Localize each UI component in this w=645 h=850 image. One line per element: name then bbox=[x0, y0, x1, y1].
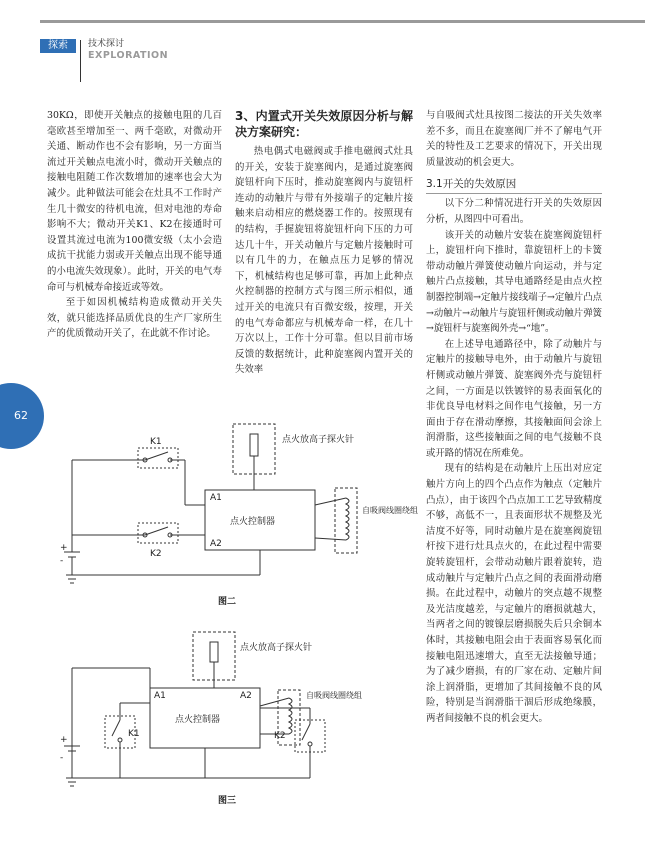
fig2-igniter-element bbox=[250, 434, 258, 456]
fig2-coil-box bbox=[335, 488, 357, 553]
column-2 bbox=[235, 108, 413, 378]
fig2-k1-label: K1 bbox=[150, 437, 162, 447]
fig3-k1-label: K1 bbox=[128, 729, 140, 739]
fig2-k2-label: K2 bbox=[150, 549, 162, 559]
col1-paragraph-2: 至于如因机械结构造成微动开关失效，就只能选择品质优良的生产厂家所生产的优质微动开关了，在此就不作讨论。 bbox=[47, 297, 222, 340]
fig2-a1-label: A1 bbox=[210, 493, 222, 503]
figure-2-circuit bbox=[50, 420, 420, 590]
fig2-minus-label: - bbox=[60, 556, 64, 566]
fig2-coil bbox=[346, 498, 349, 540]
col1-paragraph-1: 30KΩ，即使开关触点的接触电阻的几百毫欧甚至增加至一、两千毫欧，对微动开关通、断动作也不会有影响，另一方面当流过开关触点电流小时，微动开关触点的接触电阻随工作次数增加的速率也会大为减少。此种做法可能会在灶具不工作时产生几十微安的待机电流，但对电池的寿命影响不大；微动开关K1、K2在接通时可设置其流过电流为100微安级（太小会造成抗干扰能力弱或开关触点出现不能导通的小电流失效现象）。此时，开关的电气寿命可与机械寿命接近或等效。 bbox=[47, 110, 222, 293]
column-3 bbox=[426, 108, 602, 727]
page-number: 62 bbox=[14, 409, 28, 422]
figure-3-circuit bbox=[50, 628, 420, 793]
fig3-a1-label: A1 bbox=[154, 691, 166, 701]
fig2-controller-label: 点火控制器 bbox=[230, 517, 276, 527]
col3-paragraph-3: 该开关的动触片安装在旋塞阀旋钮杆上，旋钮杆向下推时，靠旋钮杆上的卡簧带动动触片弹簧使动触片向运动，并与定触片凸点接触，其导电通路经是由点火控制器控制端→定触片接线端子→定触片凸点→动触片→动触片与旋钮杆侧或动触片弹簧→旋钮杆与旋塞阀外壳→“地”。 bbox=[426, 229, 602, 335]
fig3-igniter-label: 点火放高子探火针 bbox=[240, 643, 313, 653]
section-tag: 探索 bbox=[40, 39, 76, 53]
heading-underline bbox=[426, 193, 602, 194]
column-1 bbox=[47, 108, 222, 342]
col3-paragraph-5: 现有的结构是在动触片上压出对应定触片方向上的四个凸点作为触点（定触片凸点），由于该四个凸点加工工艺导致精度不够，高低不一，且表面形状不规整及光洁度不好等，同时动触片是在旋塞阀旋钮杆按下进行灶具点火的，在此过程中需要旋转旋钮杆，会带动动触片跟着旋转，造成动触片与定触片凸点之间的表面滑动磨损。在此过程中，动触片的突点越不规整及光洁度越差，与定触片的磨损就越大，当两者之间的镀镍层磨损脱失后只余铜本体时，其接触电阻会由于表面容易氧化而接触电阻迅速增大，直至无法接触导通；为了减少磨损，有的厂家在动、定触片间涂上润滑脂，更增加了其间接触不良的风险，特别是当润滑脂干涸后形成绝缘膜，两者间接触不良的机会更大。 bbox=[426, 463, 602, 724]
section-title-cn: 技术探讨 bbox=[88, 39, 125, 49]
fig3-coil bbox=[289, 698, 292, 734]
col3-paragraph-1: 与自吸阀式灶具按图二接法的开关失效率差不多，而且在旋塞阀厂并不了解电气开关的特性及工艺要求的情况下，开关出现质量波动的机会更大。 bbox=[426, 110, 602, 168]
fig2-igniter-label: 点火放高子探火针 bbox=[282, 435, 355, 445]
fig3-k2-label: K2 bbox=[274, 731, 286, 741]
fig3-minus-label: - bbox=[60, 753, 64, 763]
fig2-plus-label: + bbox=[60, 543, 68, 553]
fig3-controller-label: 点火控制器 bbox=[175, 715, 221, 725]
section-title-en: EXPLORATION bbox=[88, 50, 169, 61]
section-3-1-title: 3.1开关的失效原因 bbox=[426, 178, 517, 191]
fig3-plus-label: + bbox=[60, 735, 68, 745]
section-3-heading: 3、内置式开关失效原因分析与解决方案研究： bbox=[235, 109, 413, 139]
fig3-coil-label: 自吸阀线圈绕组 bbox=[306, 691, 362, 700]
header-rule bbox=[40, 20, 645, 23]
fig2-coil-label: 自吸阀线圈绕组 bbox=[362, 506, 418, 515]
section-3-1-heading bbox=[426, 176, 602, 194]
col3-paragraph-2: 以下分二种情况进行开关的失效原因分析，从图四中可看出。 bbox=[426, 198, 602, 225]
header-divider bbox=[80, 40, 81, 82]
col3-paragraph-4: 在上述导电通路径中，除了动触片与定触片的接触导电外，由于动触片与旋钮杆侧或动触片弹簧、旋塞阀外壳与旋钮杆之间，一方面是以铁镀锌的易表面氧化的非优良导电材料之间作电气接触，另一方面由于存在滑动摩擦，其接触面间会涂上润滑脂，这些接触面之间的电气接触不良或开路的情况在所难免。 bbox=[426, 338, 602, 459]
fig2-a2-label: A2 bbox=[210, 539, 222, 549]
fig3-k2-contact bbox=[308, 742, 312, 746]
figure-2-caption: 图二 bbox=[218, 597, 237, 607]
fig3-igniter-element bbox=[210, 642, 218, 662]
fig3-k1-contact bbox=[118, 738, 122, 742]
fig3-a2-label: A2 bbox=[240, 691, 252, 701]
col2-paragraph-1: 热电偶式电磁阀或手推电磁阀式灶具的开关，安装于旋塞阀内，是通过旋塞阀旋钮杆向下压时，推动旋塞阀内与旋钮杆连动的动触片与带有外接端子的定触片接触来启动相应的燃烧器工作的。按照现有的结构，手握旋钮将旋钮杆向下压的力可达几十牛，开关动触片与定触片接触时可以有几牛的力，在触点压力足够的情况下，机械结构也足够可靠，再加上此种点火控制器的控制方式与图三所示相似，通过开关的电流只有百微安级，按理，开关的电气寿命都应与机械寿命一样，在几十万次以上，工作十分可靠。但以目前市场反馈的数据统计，此种旋塞阀内置开关的失效率 bbox=[235, 146, 413, 376]
figure-3-caption: 图三 bbox=[218, 796, 237, 806]
